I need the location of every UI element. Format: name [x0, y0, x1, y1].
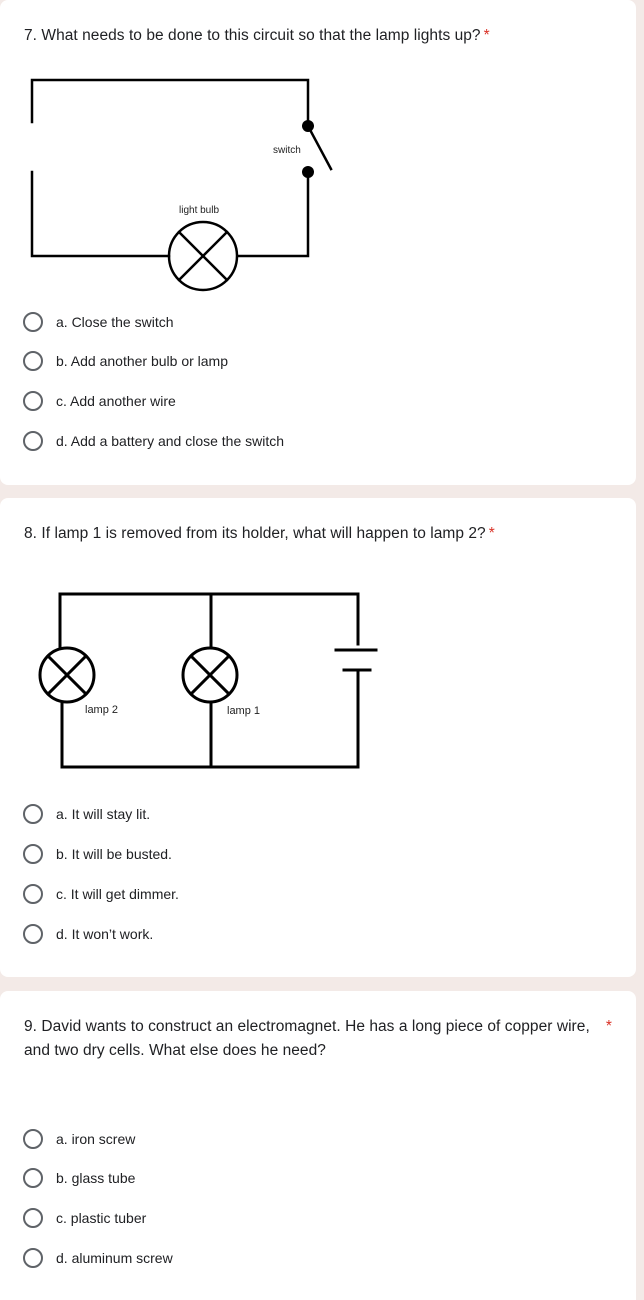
option-label: c. It will get dimmer. [56, 886, 179, 902]
option-label: a. iron screw [56, 1131, 136, 1147]
circuit-diagram [24, 70, 344, 295]
required-asterisk: * [605, 1018, 612, 1035]
required-asterisk: * [488, 525, 495, 542]
radio-button[interactable] [23, 431, 43, 451]
option-c[interactable] [23, 391, 176, 411]
option-label: a. It will stay lit. [56, 806, 151, 822]
option-d[interactable] [23, 924, 153, 944]
option-a[interactable] [23, 1129, 135, 1149]
option-a[interactable] [23, 312, 174, 332]
question-card-9 [0, 991, 636, 1300]
switch-label: switch [273, 145, 301, 156]
radio-button[interactable] [23, 1168, 43, 1188]
option-label: c. plastic tuber [56, 1210, 147, 1226]
question-text-line-1: 9. David wants to construct an electromagnet. He has a long piece of copper wire, [24, 1018, 590, 1035]
question-title [24, 522, 614, 546]
option-c[interactable] [23, 1208, 146, 1228]
option-d[interactable] [23, 1248, 173, 1268]
question-title [24, 1015, 614, 1063]
option-label: a. Close the switch [56, 314, 174, 330]
radio-button[interactable] [23, 1248, 43, 1268]
radio-button[interactable] [23, 351, 43, 371]
option-label: d. It won’t work. [56, 926, 154, 942]
question-title [24, 24, 614, 48]
switch-contact-top [302, 120, 314, 132]
option-label: b. glass tube [56, 1170, 136, 1186]
option-b[interactable] [23, 844, 172, 864]
option-label: d. Add a battery and close the switch [56, 433, 285, 449]
option-label: b. It will be busted. [56, 846, 172, 862]
option-c[interactable] [23, 884, 179, 904]
option-b[interactable] [23, 351, 228, 371]
radio-button[interactable] [23, 1129, 43, 1149]
radio-button[interactable] [23, 804, 43, 824]
option-label: d. aluminum screw [56, 1250, 173, 1266]
question-card-8 [0, 498, 636, 977]
option-b[interactable] [23, 1168, 135, 1188]
radio-button[interactable] [23, 1208, 43, 1228]
radio-button[interactable] [23, 924, 43, 944]
radio-button[interactable] [23, 884, 43, 904]
option-label: c. Add another wire [56, 393, 176, 409]
question-text-line-2: and two dry cells. What else does he need? [24, 1042, 326, 1059]
option-d[interactable] [23, 431, 284, 451]
light-bulb-label: light bulb [179, 205, 220, 216]
option-a[interactable] [23, 804, 150, 824]
question-text: 7. What needs to be done to this circuit so that the lamp lights up? [24, 27, 481, 44]
radio-button[interactable] [23, 312, 43, 332]
required-asterisk: * [483, 27, 490, 44]
lamp-1-label: lamp 1 [227, 705, 261, 717]
parallel-circuit-diagram [30, 586, 390, 771]
switch-contact-bottom [302, 166, 314, 178]
lamp-2-label: lamp 2 [85, 704, 119, 716]
question-text: 8. If lamp 1 is removed from its holder, what will happen to lamp 2? [24, 525, 486, 542]
radio-button[interactable] [23, 391, 43, 411]
radio-button[interactable] [23, 844, 43, 864]
option-label: b. Add another bulb or lamp [56, 353, 229, 369]
question-card-7 [0, 0, 636, 485]
